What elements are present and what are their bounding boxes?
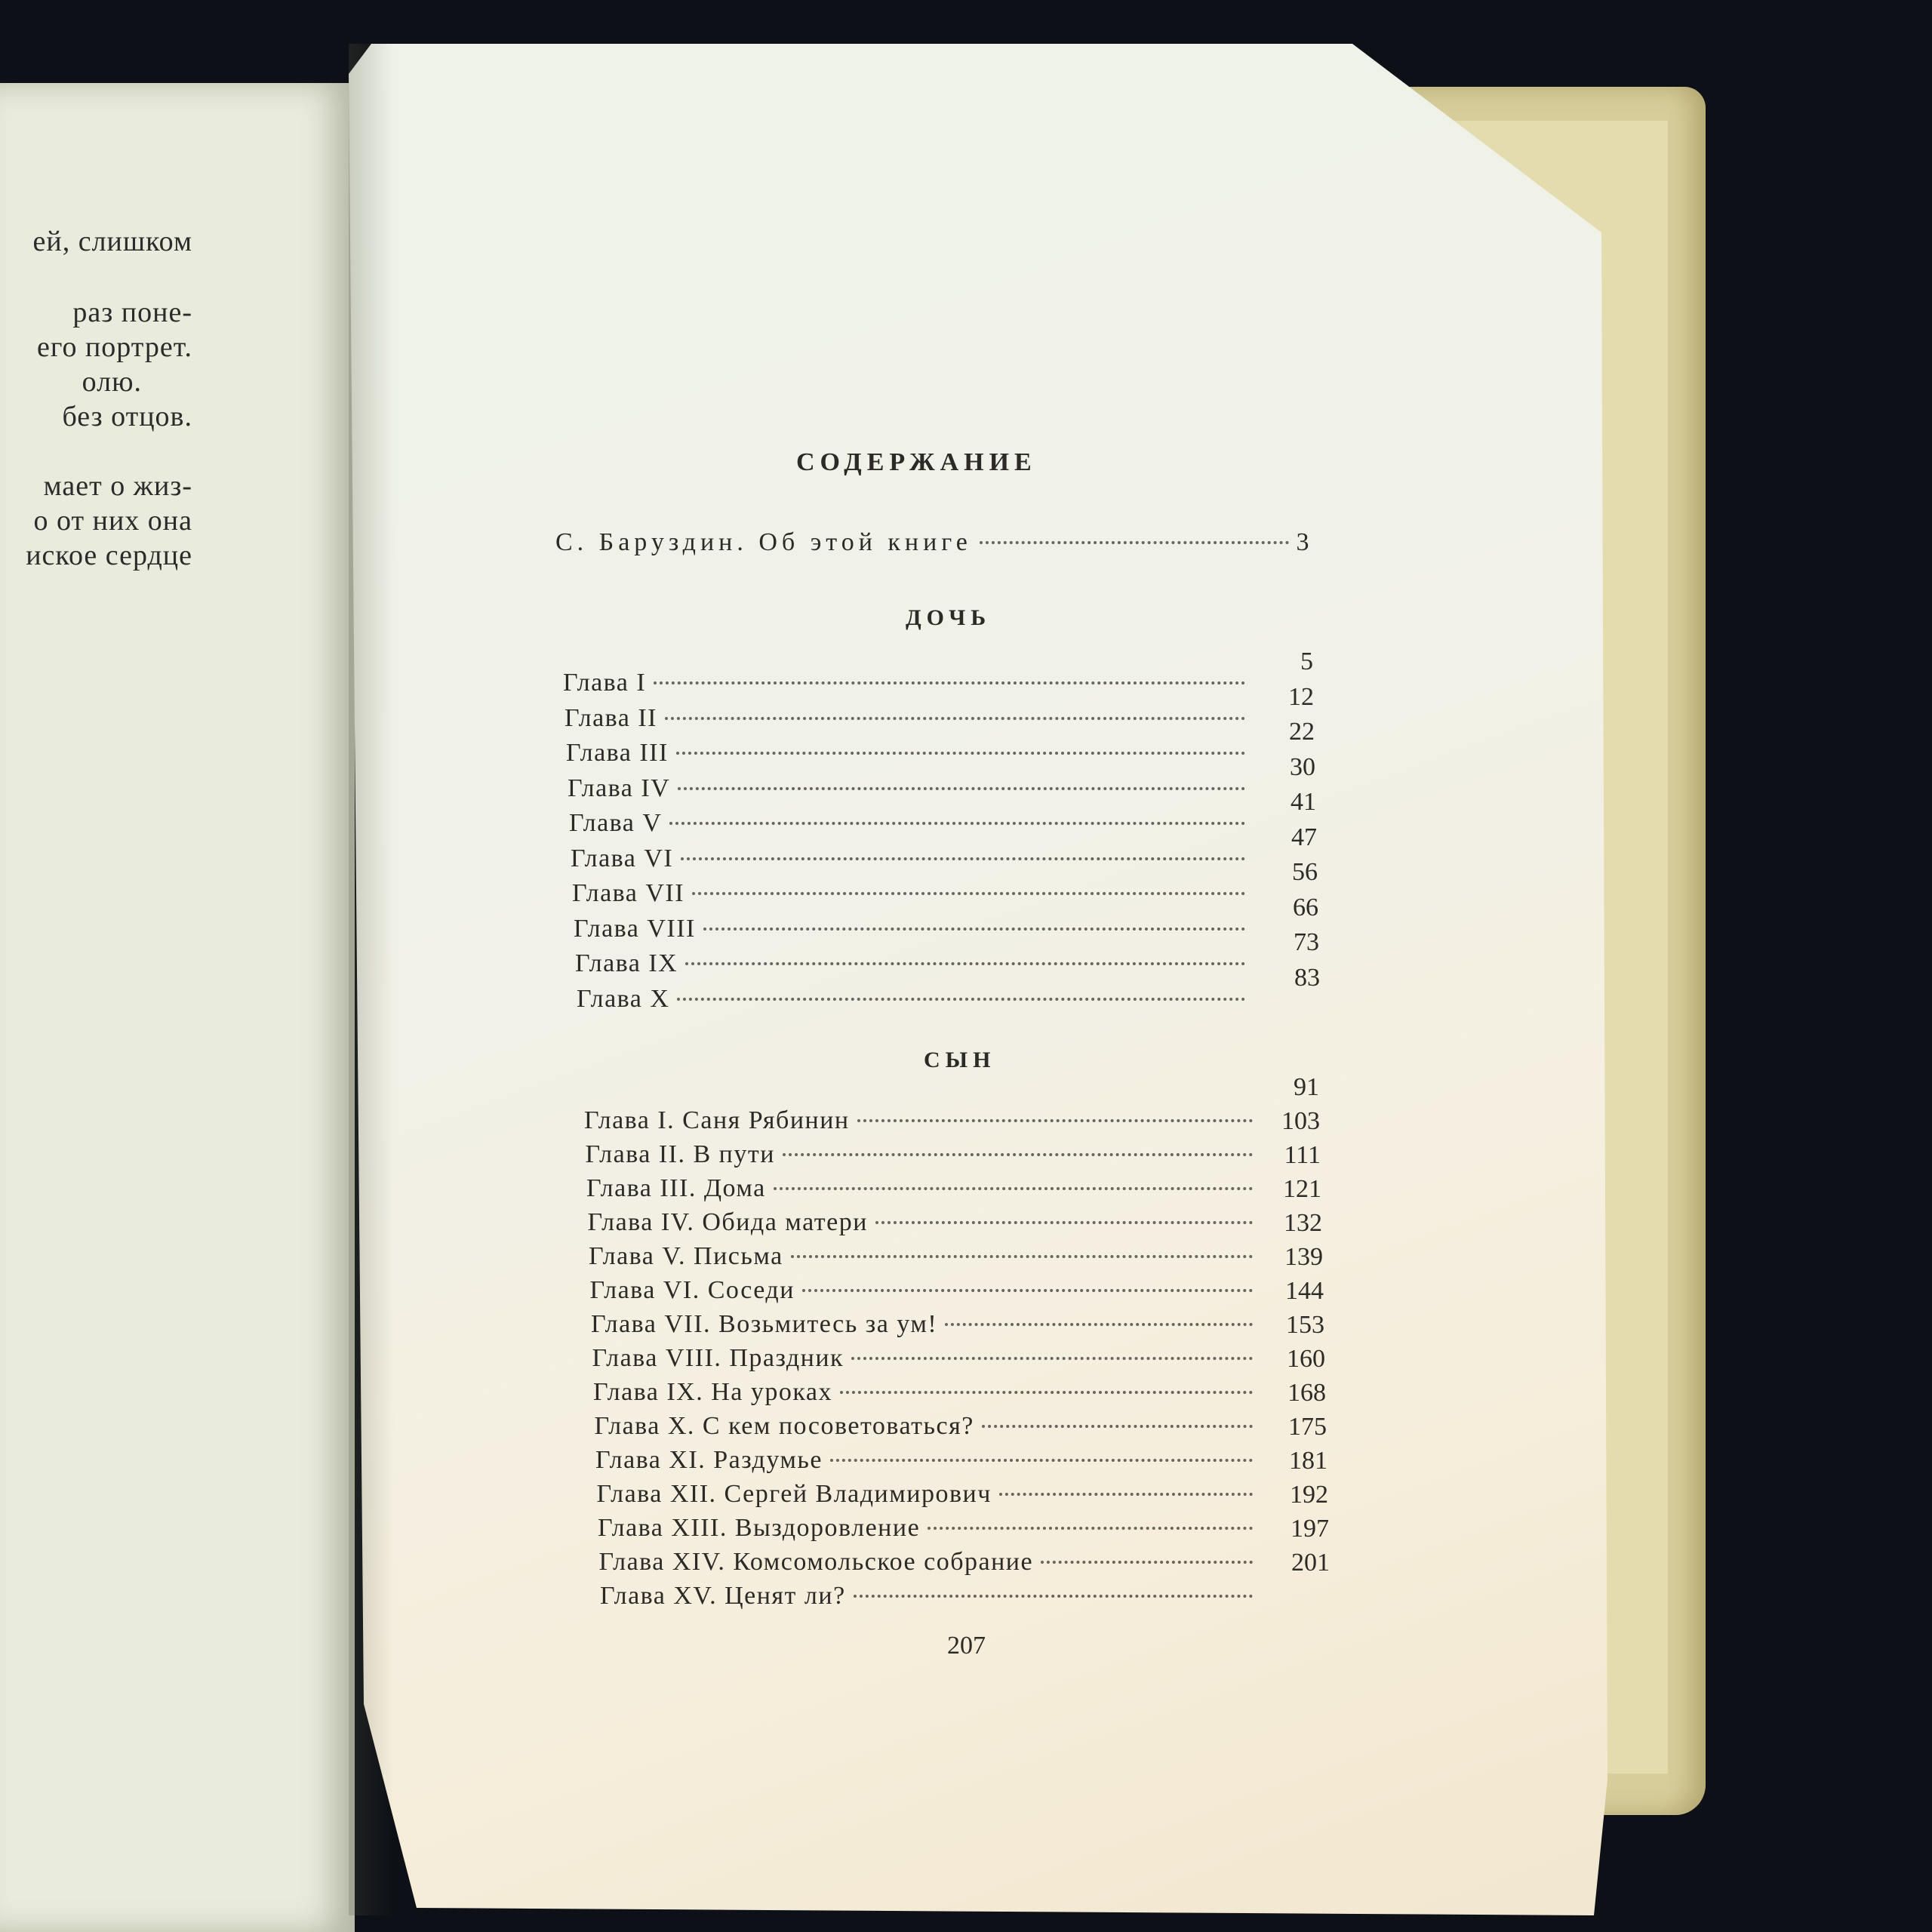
toc-chapter-row[interactable] — [566, 739, 1253, 768]
left-page-line: ей, слишком — [32, 226, 192, 257]
toc-chapter-row[interactable] — [569, 809, 1253, 838]
toc-leader-dots — [830, 1459, 1253, 1462]
toc-chapter-label: Глава III. Дома — [586, 1174, 766, 1202]
part2-title: СЫН — [924, 1048, 996, 1072]
toc-chapter-page: 83 — [1294, 963, 1320, 992]
left-page-line: иское сердце — [26, 540, 192, 571]
toc-chapter-page: 181 — [1289, 1447, 1327, 1475]
toc-chapter-row[interactable] — [565, 704, 1253, 733]
toc-chapter-row[interactable] — [577, 985, 1253, 1014]
toc-leader-dots — [840, 1391, 1253, 1394]
toc-chapter-page: 192 — [1290, 1481, 1328, 1509]
toc-chapter-page: 139 — [1284, 1243, 1323, 1271]
left-page — [0, 83, 355, 1932]
toc-chapter-label: Глава XIV. Комсомольское собрание — [598, 1548, 1034, 1576]
toc-leader-dots — [677, 998, 1245, 1001]
toc-leader-dots — [703, 928, 1245, 931]
toc-leader-dots — [681, 857, 1245, 860]
toc-chapter-page: 91 — [1294, 1073, 1319, 1101]
toc-chapter-label: Глава III — [566, 739, 669, 767]
toc-chapter-row[interactable] — [574, 915, 1253, 943]
toc-chapter-row[interactable] — [586, 1174, 1260, 1203]
toc-chapter-page: 66 — [1293, 893, 1318, 921]
toc-leader-dots — [1041, 1561, 1253, 1564]
toc-chapter-row[interactable] — [584, 1106, 1260, 1135]
part1-title: ДОЧЬ — [906, 605, 992, 630]
toc-chapter-page: 153 — [1286, 1311, 1324, 1339]
toc-chapter-row[interactable] — [575, 949, 1253, 978]
toc-chapter-page: 201 — [1291, 1549, 1330, 1577]
toc-chapter-row[interactable] — [588, 1208, 1261, 1237]
toc-chapter-row[interactable] — [593, 1378, 1260, 1407]
toc-chapter-row[interactable] — [589, 1242, 1260, 1271]
toc-leader-dots — [982, 1425, 1253, 1428]
toc-chapter-label: Глава IX — [575, 949, 678, 977]
toc-chapter-row[interactable] — [597, 1480, 1261, 1509]
toc-leader-dots — [678, 787, 1245, 790]
toc-leader-dots — [854, 1595, 1253, 1598]
toc-leader-dots — [875, 1221, 1253, 1224]
page-number: 207 — [947, 1632, 986, 1660]
toc-chapter-row[interactable] — [563, 669, 1253, 697]
toc-leader-dots — [783, 1153, 1253, 1156]
toc-chapter-page: 197 — [1291, 1515, 1329, 1543]
toc-chapter-label: Глава II — [565, 703, 657, 732]
toc-chapter-label: Глава XI. Раздумье — [595, 1446, 823, 1474]
toc-chapter-label: Глава VIII — [574, 914, 696, 943]
toc-chapter-label: Глава I. Саня Рябинин — [584, 1106, 850, 1134]
toc-leader-dots — [665, 717, 1245, 720]
toc-leader-dots — [945, 1323, 1253, 1326]
toc-chapter-row[interactable] — [591, 1310, 1260, 1339]
toc-leader-dots — [676, 752, 1245, 755]
toc-leader-dots — [980, 541, 1289, 544]
toc-leader-dots — [928, 1527, 1253, 1530]
toc-chapter-label: Глава XV. Ценят ли? — [600, 1582, 846, 1610]
toc-chapter-row[interactable] — [598, 1514, 1260, 1543]
toc-chapter-label: Глава XIII. Выздоровление — [598, 1514, 921, 1542]
toc-preface-page: 3 — [1296, 528, 1310, 556]
toc-chapter-row[interactable] — [592, 1344, 1261, 1373]
toc-chapter-page: 132 — [1284, 1209, 1322, 1237]
toc-chapter-row[interactable] — [595, 1412, 1261, 1441]
toc-chapter-label: Глава IV — [568, 774, 671, 802]
left-page-line: мает о жиз- — [43, 470, 192, 502]
toc-chapter-row[interactable] — [586, 1140, 1261, 1169]
toc-chapter-page: 103 — [1281, 1107, 1320, 1135]
toc-chapter-label: Глава V — [569, 809, 663, 837]
toc-chapter-page: 41 — [1291, 788, 1316, 816]
toc-chapter-page: 56 — [1292, 858, 1318, 886]
left-page-line: о от них она — [33, 505, 192, 537]
toc-chapter-page: 5 — [1300, 648, 1313, 675]
toc-chapter-label: Глава XII. Сергей Владимирович — [596, 1480, 992, 1508]
toc-leader-dots — [791, 1255, 1253, 1258]
toc-chapter-label: Глава VIII. Праздник — [592, 1344, 844, 1372]
toc-chapter-label: Глава VI. Соседи — [589, 1276, 795, 1304]
toc-chapter-label: Глава X. С кем посоветоваться? — [594, 1412, 974, 1440]
toc-leader-dots — [669, 822, 1245, 825]
toc-leader-dots — [692, 892, 1245, 895]
toc-preface[interactable] — [555, 528, 1310, 557]
toc-chapter-page: 168 — [1287, 1379, 1326, 1407]
left-page-line: раз поне- — [72, 297, 192, 328]
toc-chapter-label: Глава IX. На уроках — [593, 1378, 832, 1406]
toc-leader-dots — [654, 681, 1245, 685]
toc-leader-dots — [851, 1357, 1253, 1360]
toc-chapter-row[interactable] — [595, 1446, 1260, 1475]
toc-chapter-label: Глава II. В пути — [585, 1140, 775, 1168]
left-page-line: олю. — [82, 366, 142, 398]
toc-chapter-label: Глава VI — [571, 844, 674, 872]
toc-chapter-page: 144 — [1285, 1277, 1324, 1305]
toc-chapter-page: 22 — [1289, 718, 1315, 746]
toc-chapter-page: 30 — [1290, 752, 1315, 781]
toc-chapter-label: Глава I — [563, 669, 647, 697]
toc-leader-dots — [999, 1493, 1253, 1496]
toc-preface-label: С. Баруздин. Об этой книге — [555, 528, 972, 556]
toc-chapter-row[interactable] — [600, 1582, 1260, 1611]
contents-title: СОДЕРЖАНИЕ — [796, 448, 1037, 476]
toc-chapter-label: Глава VII. Возьмитесь за ум! — [591, 1310, 938, 1338]
toc-chapter-page: 121 — [1283, 1175, 1321, 1203]
toc-chapter-page: 73 — [1294, 928, 1319, 956]
toc-leader-dots — [774, 1187, 1253, 1190]
toc-chapter-row[interactable] — [572, 879, 1253, 908]
toc-chapter-page: 12 — [1288, 682, 1314, 711]
toc-chapter-label: Глава X — [577, 984, 670, 1013]
toc-chapter-row[interactable] — [571, 844, 1253, 873]
toc-chapter-page: 111 — [1284, 1141, 1321, 1169]
toc-leader-dots — [802, 1289, 1253, 1292]
toc-chapter-page: 160 — [1287, 1345, 1325, 1373]
toc-chapter-row[interactable] — [599, 1548, 1261, 1577]
toc-chapter-page: 47 — [1291, 823, 1317, 851]
toc-chapter-label: Глава VII — [572, 879, 685, 907]
toc-chapter-row[interactable] — [568, 774, 1253, 803]
toc-leader-dots — [857, 1119, 1253, 1122]
toc-chapter-label: Глава V. Письма — [589, 1242, 783, 1270]
toc-leader-dots — [685, 962, 1245, 965]
toc-chapter-row[interactable] — [590, 1276, 1261, 1305]
toc-chapter-page: 175 — [1288, 1413, 1327, 1441]
page-gutter-shadow — [349, 44, 394, 1915]
left-page-line: без отцов. — [62, 401, 192, 432]
left-page-line: его портрет. — [36, 331, 192, 363]
toc-chapter-label: Глава IV. Обида матери — [587, 1208, 868, 1236]
